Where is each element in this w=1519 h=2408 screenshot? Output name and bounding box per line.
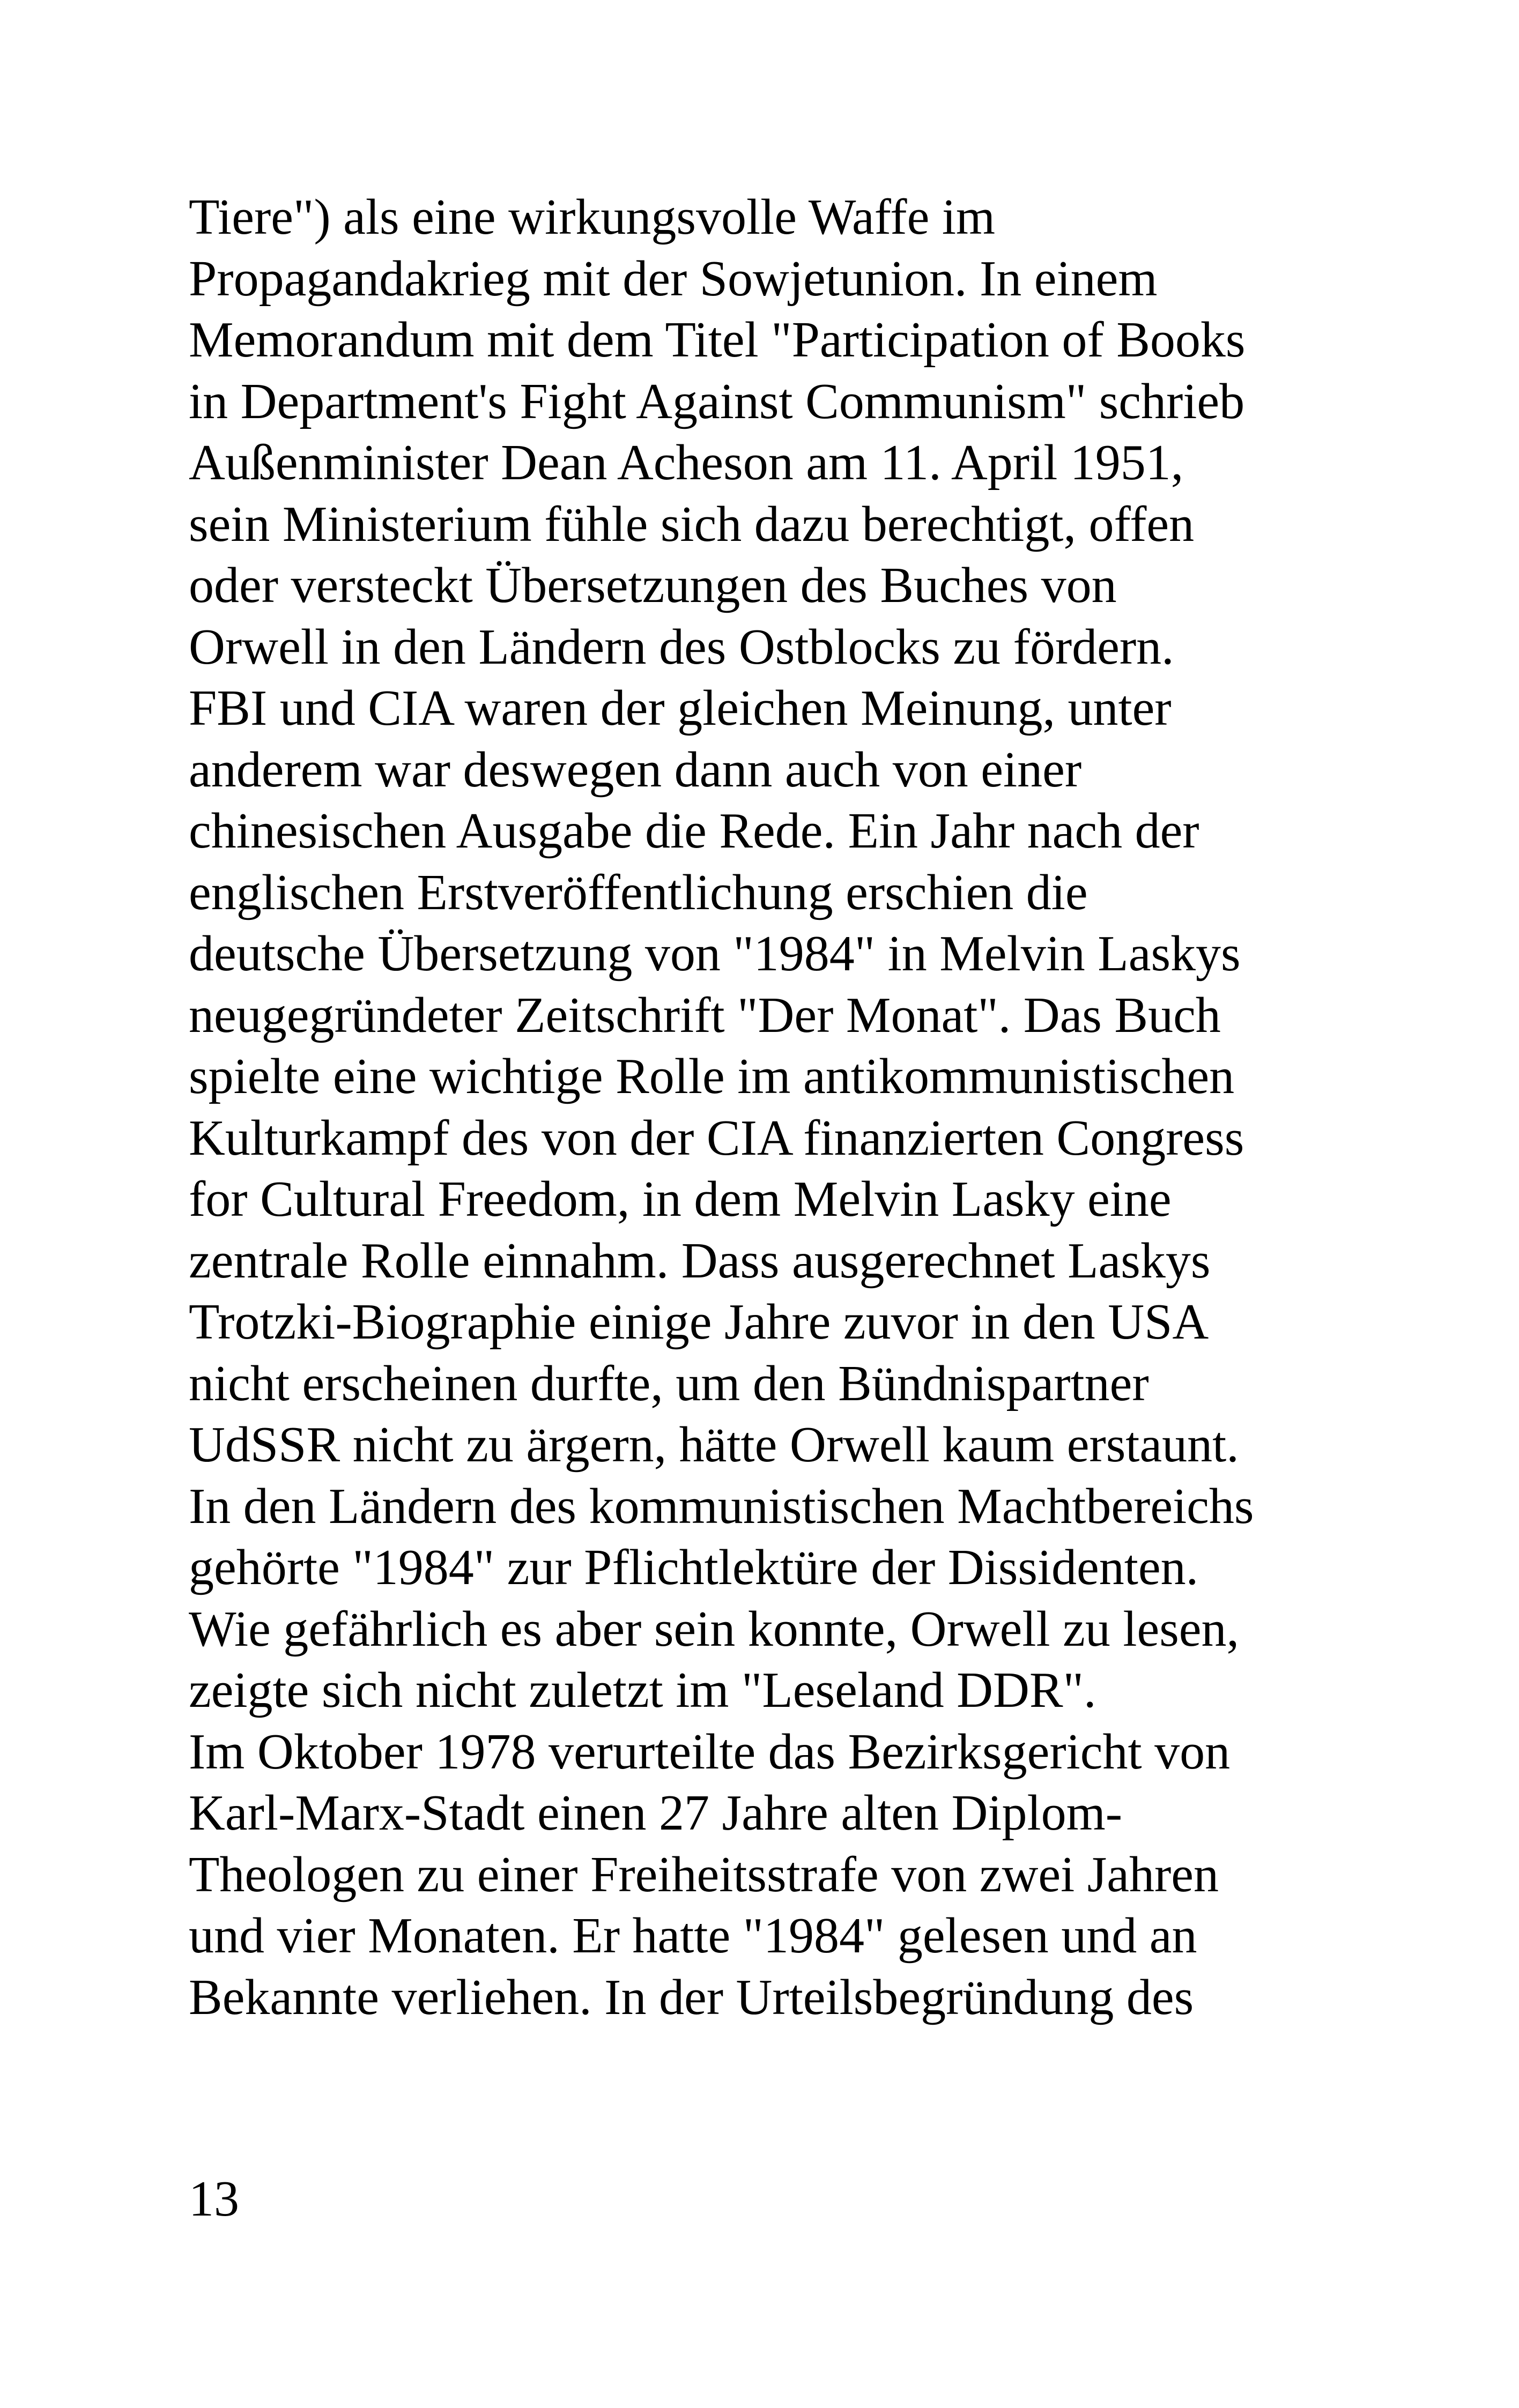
- text-line: und vier Monaten. Er hatte "1984" gelesen und an: [189, 1908, 1197, 1964]
- text-line: Wie gefährlich es aber sein konnte, Orwell zu lesen,: [189, 1601, 1239, 1657]
- text-line: FBI und CIA waren der gleichen Meinung, unter: [189, 680, 1172, 736]
- text-line: zentrale Rolle einnahm. Dass ausgerechnet Laskys: [189, 1232, 1211, 1289]
- text-line: UdSSR nicht zu ärgern, hätte Orwell kaum erstaunt.: [189, 1417, 1239, 1473]
- text-line: for Cultural Freedom, in dem Melvin Lasky eine: [189, 1171, 1172, 1227]
- text-line: Kulturkampf des von der CIA finanzierten Congress: [189, 1110, 1244, 1166]
- text-line: Tiere") als eine wirkungsvolle Waffe im: [189, 189, 996, 245]
- text-line: spielte eine wichtige Rolle im antikommunistischen: [189, 1049, 1235, 1104]
- text-line: Theologen zu einer Freiheitsstrafe von zwei Jahren: [189, 1846, 1219, 1902]
- text-line: in Department's Fight Against Communism" schrieb: [189, 373, 1245, 429]
- text-line: Orwell in den Ländern des Ostblocks zu fördern.: [189, 619, 1174, 675]
- text-line: neugegründeter Zeitschrift "Der Monat". Das Buch: [189, 987, 1221, 1043]
- text-line: deutsche Übersetzung von "1984" in Melvin Laskys: [189, 926, 1241, 982]
- text-line: zeigte sich nicht zuletzt im "Leseland DDR".: [189, 1662, 1096, 1718]
- text-line: sein Ministerium fühle sich dazu berechtigt, offen: [189, 496, 1195, 552]
- text-line: chinesischen Ausgabe die Rede. Ein Jahr nach der: [189, 803, 1199, 859]
- text-line: In den Ländern des kommunistischen Machtbereichs: [189, 1478, 1254, 1534]
- text-line: Außenminister Dean Acheson am 11. April 1951,: [189, 435, 1184, 490]
- text-line: Karl-Marx-Stadt einen 27 Jahre alten Diplom-: [189, 1785, 1123, 1841]
- body-text: [189, 187, 1486, 2028]
- page-number: 13: [189, 2171, 239, 2227]
- text-line: anderem war deswegen dann auch von einer: [189, 741, 1082, 798]
- text-line: Bekannte verliehen. In der Urteilsbegründung des: [189, 1969, 1194, 2025]
- text-line: Memorandum mit dem Titel "Participation of Books: [189, 312, 1246, 368]
- text-line: oder versteckt Übersetzungen des Buches von: [189, 558, 1117, 613]
- text-line: nicht erscheinen durfte, um den Bündnispartner: [189, 1355, 1149, 1411]
- text-line: gehörte "1984" zur Pflichtlektüre der Dissidenten.: [189, 1540, 1199, 1595]
- text-line: Trotzki-Biographie einige Jahre zuvor in den USA: [189, 1294, 1209, 1350]
- text-line: Propagandakrieg mit der Sowjetunion. In einem: [189, 250, 1158, 307]
- text-line: Im Oktober 1978 verurteilte das Bezirksgericht von: [189, 1723, 1231, 1780]
- text-line: englischen Erstveröffentlichung erschien die: [189, 864, 1088, 920]
